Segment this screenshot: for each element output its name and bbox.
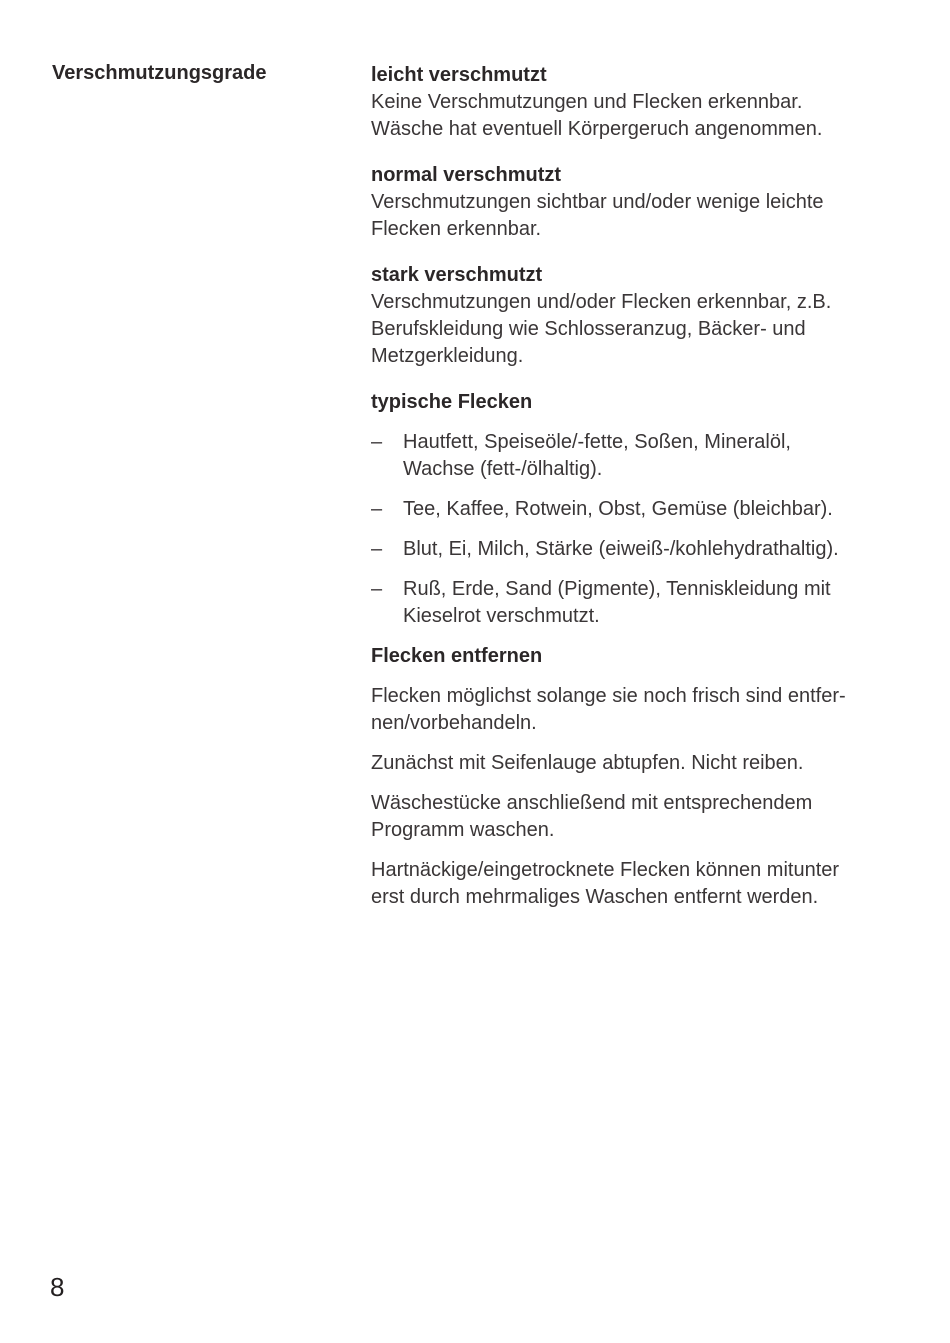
stain-list <box>371 429 901 630</box>
section-normal <box>371 162 901 243</box>
section-typische-flecken <box>371 389 901 630</box>
section-leicht <box>371 62 901 143</box>
text-line: Berufskleidung wie Schlosseranzug, Bäcker- und <box>371 318 806 340</box>
text-line: Ruß, Erde, Sand (Pigmente), Tenniskleidung mit <box>403 578 831 600</box>
paragraph <box>371 683 901 737</box>
text-line: Zunächst mit Seifenlauge abtupfen. Nicht reiben. <box>371 752 804 774</box>
section-title-normal: normal verschmutzt <box>371 164 562 186</box>
section-heading: Verschmutzungsgrade <box>52 62 267 84</box>
section-title-leicht: leicht verschmutzt <box>371 64 547 86</box>
section-title-entfernen: Flecken entfernen <box>371 645 543 667</box>
text-line: Flecken möglichst solange sie noch frisch sind entfer- <box>371 685 846 707</box>
list-item <box>371 429 901 483</box>
list-item <box>371 536 901 563</box>
section-title-typische: typische Flecken <box>371 391 533 413</box>
list-item <box>371 496 901 523</box>
paragraph <box>371 857 901 911</box>
paragraph <box>371 790 901 844</box>
text-line: Verschmutzungen und/oder Flecken erkennbar, z.B. <box>371 291 832 313</box>
section-title-stark: stark verschmutzt <box>371 264 543 286</box>
text-line: Kieselrot verschmutzt. <box>403 605 600 627</box>
text-line: Wäschestücke anschließend mit entsprechendem <box>371 792 813 814</box>
section-flecken-entfernen <box>371 643 901 911</box>
text-line: Hartnäckige/eingetrocknete Flecken können mitunter <box>371 859 840 881</box>
text-line: Verschmutzungen sichtbar und/oder wenige leichte <box>371 191 824 213</box>
text-line: Programm waschen. <box>371 819 555 841</box>
list-item <box>371 576 901 630</box>
text-line: nen/vorbehandeln. <box>371 712 537 734</box>
text-line: erst durch mehrmaliges Waschen entfernt werden. <box>371 886 819 908</box>
main-content <box>371 62 901 911</box>
text-line: Wachse (fett-/ölhaltig). <box>403 458 603 480</box>
page-number: 8 <box>50 1272 65 1302</box>
dash-bullet: – <box>371 538 383 560</box>
text-line: Flecken erkennbar. <box>371 218 542 240</box>
section-stark <box>371 262 901 370</box>
dash-bullet: – <box>371 578 383 600</box>
text-line: Wäsche hat eventuell Körpergeruch angenommen. <box>371 118 823 140</box>
text-line: Hautfett, Speiseöle/-fette, Soßen, Mineralöl, <box>403 431 791 453</box>
text-line: Metzgerkleidung. <box>371 345 524 367</box>
dash-bullet: – <box>371 498 383 520</box>
text-line: Tee, Kaffee, Rotwein, Obst, Gemüse (bleichbar). <box>403 498 833 520</box>
dash-bullet: – <box>371 431 383 453</box>
paragraph <box>371 750 901 777</box>
text-line: Blut, Ei, Milch, Stärke (eiweiß-/kohlehydrathaltig). <box>403 538 839 560</box>
text-line: Keine Verschmutzungen und Flecken erkennbar. <box>371 91 803 113</box>
